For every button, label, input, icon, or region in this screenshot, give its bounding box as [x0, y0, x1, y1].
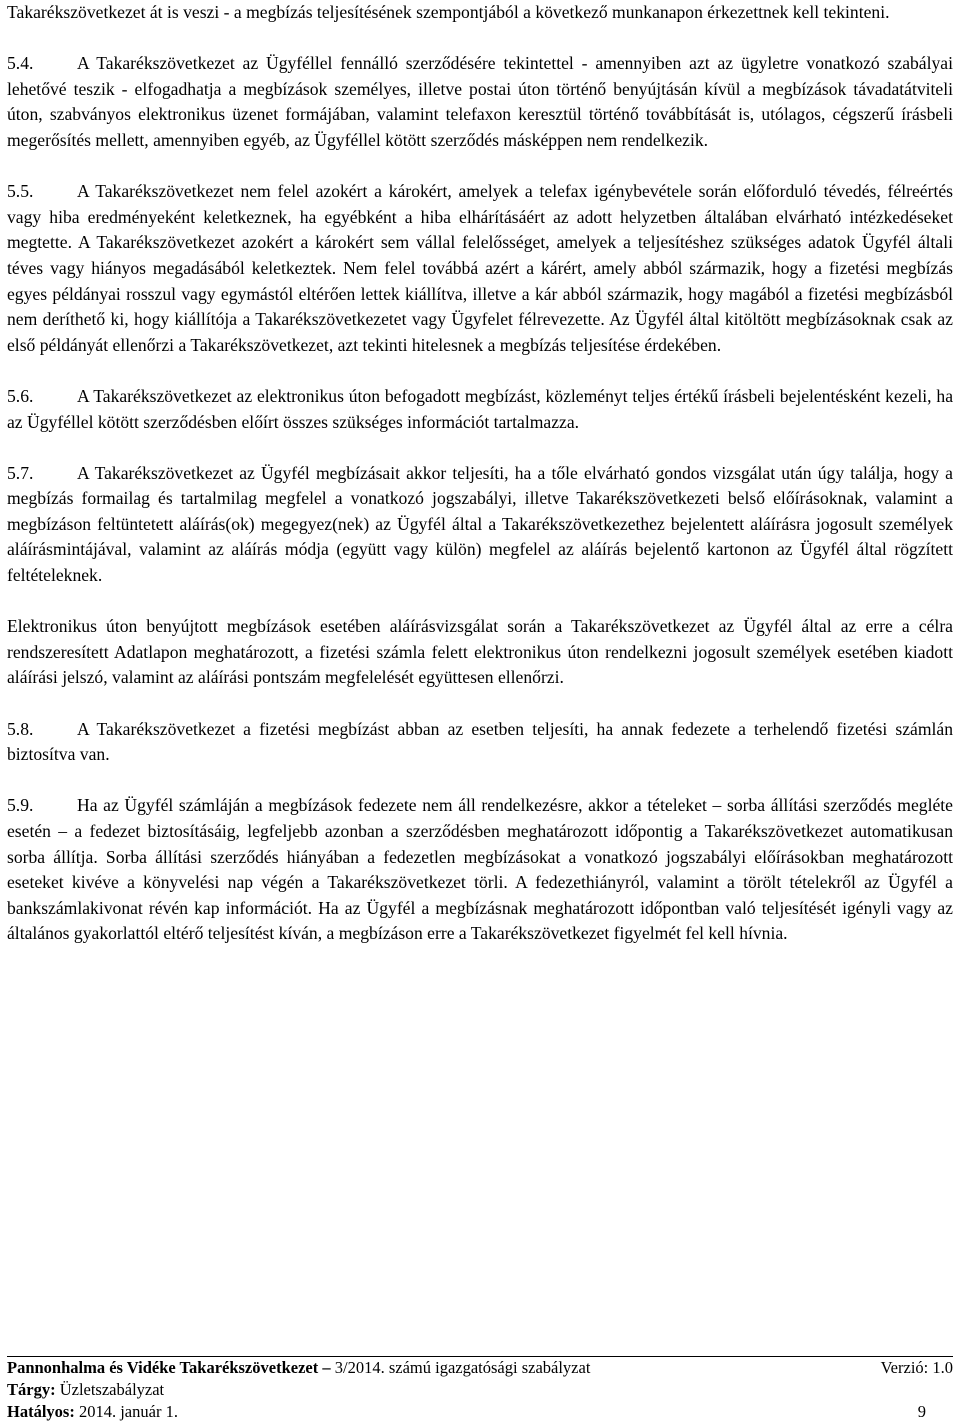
footer-version: Verzió: 1.0: [880, 1358, 953, 1377]
electronic-signature-paragraph: Elektronikus úton benyújtott megbízások esetében aláírásvizsgálat során a Takarékszövetkezet az Ügyfél által az erre a célra rendszeresített Adatlapon meghatározott, a fizetési számla felett elektronikus úton rendelkezni jogosult személyek esetében kiadott aláírási jelszó, valamint az aláírási pontszám megfelelését együttesen ellenőrzi.: [7, 616, 953, 688]
footer-row-effective: [7, 1401, 953, 1423]
section-number: 5.9.: [7, 795, 34, 816]
section-5-6: [7, 384, 953, 435]
section-text: A Takarékszövetkezet nem felel azokért a károkért, amelyek a telefax igénybevétele során előforduló tévedés, félreértés vagy hiba eredményeként keletkeznek, ha egyébként a hiba elhárításáért az adott helyzetben általában elvárható intézkedéseket megtette. A Takarékszövetkezet azokért a károkért sem vállal felelősséget, amelyek a teljesítéshez szükséges adatok Ügyfél általi téves vagy hiányos megadásából keletkeztek. Nem felel továbbá azért a kárért, amely abból származik, hogy a fizetési megbízás egyes példányai rosszul vagy egymástól eltérően lettek kiállítva, illetve a kár abból származik, hogy magából a fizetési megbízásból nem deríthető ki, hogy kiállítója a Takarékszövetkezetet vagy Ügyfelet félrevezette. Az Ügyfél által kitöltött megbízásoknak csak az első példányát ellenőrzi a Takarékszövetkezet, azt tekinti hitelesnek a megbízás teljesítése érdekében.: [7, 181, 953, 355]
section-number: 5.4.: [7, 53, 34, 74]
section-text: A Takarékszövetkezet az Ügyféllel fennálló szerződésére tekintettel - amennyiben azt az ügyletre vonatkozó szabályai lehetővé teszik - elfogadhatja a megbízások személyes, illetve postai úton történő benyújtásán kívül a megbízások távadatátviteli úton, szabványos elektronikus üzenet formájában, valamint telefaxon keresztül történő továbbítását is, utólagos, cégszerű írásbeli megerősítés mellett, amennyiben egyéb, az Ügyféllel kötött szerződés másképpen nem rendelkezik.: [7, 53, 953, 150]
section-5-7: [7, 461, 953, 589]
footer-regulation: [7, 1357, 590, 1379]
footer-subject-value: Üzletszabályzat: [59, 1380, 165, 1399]
section-number: 5.5.: [7, 181, 34, 202]
footer-regulation-text: számú igazgatósági szabályzat: [388, 1358, 591, 1377]
section-5-9: [7, 793, 953, 947]
footer-subject-label: Tárgy:: [7, 1380, 56, 1399]
footer-effective-label: Hatályos:: [7, 1402, 75, 1421]
section-5-8: [7, 717, 953, 768]
footer-row-subject: [7, 1379, 953, 1401]
footer-institution: Pannonhalma és Vidéke Takarékszövetkezet: [7, 1358, 319, 1377]
section-text: A Takarékszövetkezet az elektronikus úton befogadott megbízást, közleményt teljes értékű írásbeli bejelentésként kezeli, ha az Ügyféllel kötött szerződésben előírt összes szükséges információt tartalmazza.: [7, 385, 953, 432]
document-body: [7, 0, 953, 947]
section-text: A Takarékszövetkezet az Ügyfél megbízásait akkor teljesíti, ha a tőle elvárható gondos vizsgálat után úgy találja, hogy a megbízás formailag és tartalmilag megfelel a vonatkozó jogszabályi, illetve Takarékszövetkezeti belső előírásoknak, valamint a megbízáson feltüntetett aláírás(ok) megegyez(nek) az Ügyfél által a Takarékszövetkezethez bejelentett aláírásra jogosult személyek aláírásmintájával, valamint az aláírás módja (együtt vagy külön) megfelel az aláírás bejelentő kartonon az Ügyfél által rögzített feltételeknek.: [7, 462, 953, 586]
intro-paragraph: Takarékszövetkezet át is veszi - a megbízás teljesítésének szempontjából a következő munkanapon érkezettnek kell tekinteni.: [7, 2, 890, 22]
footer-dash: –: [322, 1358, 331, 1377]
section-text: Ha az Ügyfél számláján a megbízások fedezete nem áll rendelkezésre, akkor a tételeket – sorba állítási szerződés megléte esetén – a fedezet biztosításáig, legfeljebb azonban a szerződésben meghatározott időpontig a Takarékszövetkezet automatikusan sorba állítja. Sorba állítási szerződés hiányában a fedezetlen megbízásokat a vonatkozó jogszabályi előírásokban meghatározott eseteket kivéve a könyvelési nap végén a Takarékszövetkezet törli. A fedezethiányról, valamint a törölt tételekről az Ügyfél a bankszámlakivonat révén kap információt. Ha az Ügyfél a megbízásnak meghatározott időpontban való teljesítését igényli vagy az általános gyakorlattól eltérő teljesítést kíván, a megbízáson erre a Takarékszövetkezet figyelmét fel kell hívnia.: [7, 795, 953, 944]
footer-effective-value: 2014. január 1.: [78, 1402, 178, 1421]
footer-effective: [7, 1401, 178, 1423]
footer-row-title: [7, 1357, 953, 1379]
section-number: 5.6.: [7, 385, 34, 406]
page-footer: [7, 1356, 953, 1423]
section-5-5: [7, 179, 953, 358]
footer-regulation-number: 3/2014.: [334, 1358, 385, 1377]
section-text: A Takarékszövetkezet a fizetési megbízást abban az esetben teljesíti, ha annak fedezete a terhelendő fizetési számlán biztosítva van.: [7, 718, 953, 765]
footer-subject: [7, 1379, 164, 1401]
section-number: 5.8.: [7, 718, 34, 739]
page-number: 9: [917, 1402, 926, 1421]
section-number: 5.7.: [7, 462, 34, 483]
section-5-4: [7, 51, 953, 153]
